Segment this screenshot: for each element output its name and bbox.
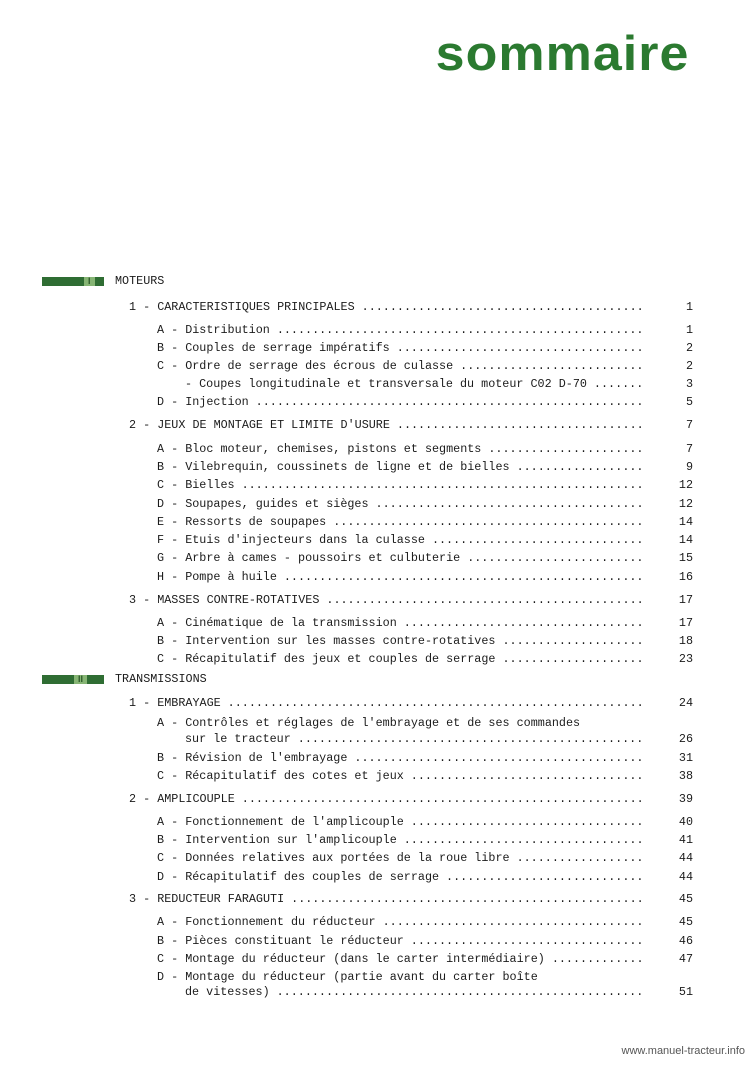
toc-entry bbox=[157, 533, 693, 547]
page-number: 9 bbox=[685, 460, 693, 474]
leader-dots bbox=[446, 870, 641, 884]
toc-entry bbox=[157, 751, 693, 765]
section-bar bbox=[42, 675, 104, 684]
toc-entry bbox=[157, 478, 693, 492]
leader-dots bbox=[376, 497, 641, 511]
page-number: 39 bbox=[678, 792, 693, 806]
page-number: 18 bbox=[678, 634, 693, 648]
chapter-label: 2 - JEUX DE MONTAGE ET LIMITE D'USURE bbox=[129, 418, 390, 432]
page-number: 16 bbox=[678, 570, 693, 584]
toc-entry bbox=[157, 634, 693, 648]
toc-entry bbox=[157, 515, 693, 529]
section-title: TRANSMISSIONS bbox=[115, 672, 207, 686]
page-number: 14 bbox=[678, 515, 693, 529]
footer-url: www.manuel-tracteur.info bbox=[621, 1045, 745, 1057]
leader-dots bbox=[242, 478, 641, 492]
section-bar bbox=[42, 277, 104, 286]
toc-entry bbox=[157, 769, 693, 783]
page-number: 44 bbox=[678, 870, 693, 884]
entry-label: G - Arbre à cames - poussoirs et culbuterie bbox=[157, 551, 461, 565]
page-number: 2 bbox=[685, 359, 693, 373]
toc-entry bbox=[157, 652, 693, 666]
leader-dots bbox=[594, 377, 641, 391]
toc-entry bbox=[157, 934, 693, 948]
toc-entry-continuation bbox=[185, 985, 693, 999]
page-number: 14 bbox=[678, 533, 693, 547]
leader-dots bbox=[467, 551, 641, 565]
entry-label: C - Ordre de serrage des écrous de culasse bbox=[157, 359, 454, 373]
toc-chapter bbox=[129, 696, 693, 710]
entry-label: B - Couples de serrage impératifs bbox=[157, 341, 390, 355]
toc-entry bbox=[157, 442, 693, 456]
leader-dots bbox=[277, 985, 641, 999]
page-number: 40 bbox=[678, 815, 693, 829]
toc-entry bbox=[157, 359, 693, 373]
entry-label: B - Vilebrequin, coussinets de ligne et de bielles bbox=[157, 460, 510, 474]
chapter-label: 1 - CARACTERISTIQUES PRINCIPALES bbox=[129, 300, 355, 314]
entry-label-continuation: de vitesses) bbox=[185, 985, 270, 999]
chapter-label: 3 - REDUCTEUR FARAGUTI bbox=[129, 892, 285, 906]
toc-entry bbox=[157, 915, 693, 929]
toc-entry bbox=[157, 551, 693, 565]
entry-label: D - Montage du réducteur (partie avant du carter boîte bbox=[157, 970, 538, 984]
leader-dots bbox=[404, 616, 641, 630]
toc-chapter bbox=[129, 792, 693, 806]
page-number: 41 bbox=[678, 833, 693, 847]
page-number: 3 bbox=[685, 377, 693, 391]
toc-entry bbox=[157, 870, 693, 884]
leader-dots bbox=[291, 892, 641, 906]
page-number: 1 bbox=[685, 323, 693, 337]
entry-label: E - Ressorts de soupapes bbox=[157, 515, 327, 529]
entry-label: A - Distribution bbox=[157, 323, 270, 337]
leader-dots bbox=[397, 418, 641, 432]
toc-entry bbox=[157, 341, 693, 355]
page-number: 44 bbox=[678, 851, 693, 865]
toc-entry bbox=[157, 815, 693, 829]
leader-dots bbox=[432, 533, 641, 547]
page-title: sommaire bbox=[436, 27, 690, 81]
toc-entry bbox=[157, 323, 693, 337]
leader-dots bbox=[397, 341, 641, 355]
toc-chapter bbox=[129, 593, 693, 607]
entry-label: D - Injection bbox=[157, 395, 249, 409]
entry-label: C - Bielles bbox=[157, 478, 235, 492]
leader-dots bbox=[277, 323, 641, 337]
leader-dots bbox=[502, 652, 641, 666]
chapter-label: 3 - MASSES CONTRE-ROTATIVES bbox=[129, 593, 320, 607]
entry-label: B - Intervention sur l'amplicouple bbox=[157, 833, 397, 847]
entry-label: H - Pompe à huile bbox=[157, 570, 277, 584]
leader-dots bbox=[411, 769, 641, 783]
leader-dots bbox=[517, 851, 641, 865]
leader-dots bbox=[488, 442, 641, 456]
page-number: 26 bbox=[678, 732, 693, 746]
entry-label: D - Récapitulatif des couples de serrage bbox=[157, 870, 440, 884]
toc-entry bbox=[157, 716, 693, 730]
page-number: 45 bbox=[678, 915, 693, 929]
leader-dots bbox=[502, 634, 641, 648]
page-number: 5 bbox=[685, 395, 693, 409]
page-number: 17 bbox=[678, 616, 693, 630]
leader-dots bbox=[256, 395, 641, 409]
entry-label: B - Révision de l'embrayage bbox=[157, 751, 348, 765]
entry-label: A - Contrôles et réglages de l'embrayage et de ses commandes bbox=[157, 716, 581, 730]
leader-dots bbox=[228, 696, 641, 710]
page-number: 12 bbox=[678, 478, 693, 492]
entry-label: C - Montage du réducteur (dans le carter intermédiaire) bbox=[157, 952, 545, 966]
page-number: 7 bbox=[685, 418, 693, 432]
leader-dots bbox=[460, 359, 641, 373]
toc-entry-continuation bbox=[185, 732, 693, 746]
entry-label: A - Bloc moteur, chemises, pistons et segments bbox=[157, 442, 482, 456]
entry-label: B - Pièces constituant le réducteur bbox=[157, 934, 404, 948]
entry-label-continuation: sur le tracteur bbox=[185, 732, 291, 746]
toc-entry bbox=[157, 570, 693, 584]
leader-dots bbox=[383, 915, 641, 929]
section-title: MOTEURS bbox=[115, 274, 165, 288]
entry-label: D - Soupapes, guides et sièges bbox=[157, 497, 369, 511]
toc-entry bbox=[157, 851, 693, 865]
section-numeral: I bbox=[84, 277, 95, 286]
leader-dots bbox=[298, 732, 641, 746]
toc-entry bbox=[157, 497, 693, 511]
page-number: 51 bbox=[678, 985, 693, 999]
toc-entry bbox=[157, 833, 693, 847]
leader-dots bbox=[354, 751, 641, 765]
entry-label: B - Intervention sur les masses contre-rotatives bbox=[157, 634, 496, 648]
leader-dots bbox=[517, 460, 641, 474]
section-header bbox=[42, 274, 362, 288]
toc-entry bbox=[157, 970, 693, 984]
entry-label: C - Récapitulatif des cotes et jeux bbox=[157, 769, 404, 783]
page-number: 46 bbox=[678, 934, 693, 948]
page-number: 24 bbox=[678, 696, 693, 710]
page-number: 38 bbox=[678, 769, 693, 783]
toc-chapter bbox=[129, 892, 693, 906]
page-number: 17 bbox=[678, 593, 693, 607]
leader-dots bbox=[411, 815, 641, 829]
page-number: 31 bbox=[678, 751, 693, 765]
leader-dots bbox=[411, 934, 641, 948]
leader-dots bbox=[552, 952, 641, 966]
page-number: 12 bbox=[678, 497, 693, 511]
toc-entry bbox=[157, 460, 693, 474]
toc-chapter bbox=[129, 300, 693, 314]
leader-dots bbox=[284, 570, 641, 584]
toc-entry bbox=[157, 952, 693, 966]
chapter-label: 1 - EMBRAYAGE bbox=[129, 696, 221, 710]
entry-label: - Coupes longitudinale et transversale du moteur C02 D-70 bbox=[185, 377, 587, 391]
toc-chapter bbox=[129, 418, 693, 432]
leader-dots bbox=[242, 792, 641, 806]
page-number: 2 bbox=[685, 341, 693, 355]
entry-label: A - Fonctionnement du réducteur bbox=[157, 915, 376, 929]
entry-label: F - Etuis d'injecteurs dans la culasse bbox=[157, 533, 425, 547]
section-header bbox=[42, 672, 362, 686]
page-number: 45 bbox=[678, 892, 693, 906]
page-number: 7 bbox=[685, 442, 693, 456]
toc-entry bbox=[157, 616, 693, 630]
toc-entry bbox=[157, 395, 693, 409]
entry-label: A - Fonctionnement de l'amplicouple bbox=[157, 815, 404, 829]
page-number: 15 bbox=[678, 551, 693, 565]
page-number: 1 bbox=[685, 300, 693, 314]
page-number: 23 bbox=[678, 652, 693, 666]
section-numeral: II bbox=[74, 675, 87, 684]
leader-dots bbox=[333, 515, 641, 529]
leader-dots bbox=[326, 593, 641, 607]
chapter-label: 2 - AMPLICOUPLE bbox=[129, 792, 235, 806]
entry-label: C - Données relatives aux portées de la roue libre bbox=[157, 851, 510, 865]
toc-subentry bbox=[185, 377, 693, 391]
entry-label: C - Récapitulatif des jeux et couples de serrage bbox=[157, 652, 496, 666]
leader-dots bbox=[404, 833, 641, 847]
leader-dots bbox=[362, 300, 641, 314]
entry-label: A - Cinématique de la transmission bbox=[157, 616, 397, 630]
page-number: 47 bbox=[678, 952, 693, 966]
